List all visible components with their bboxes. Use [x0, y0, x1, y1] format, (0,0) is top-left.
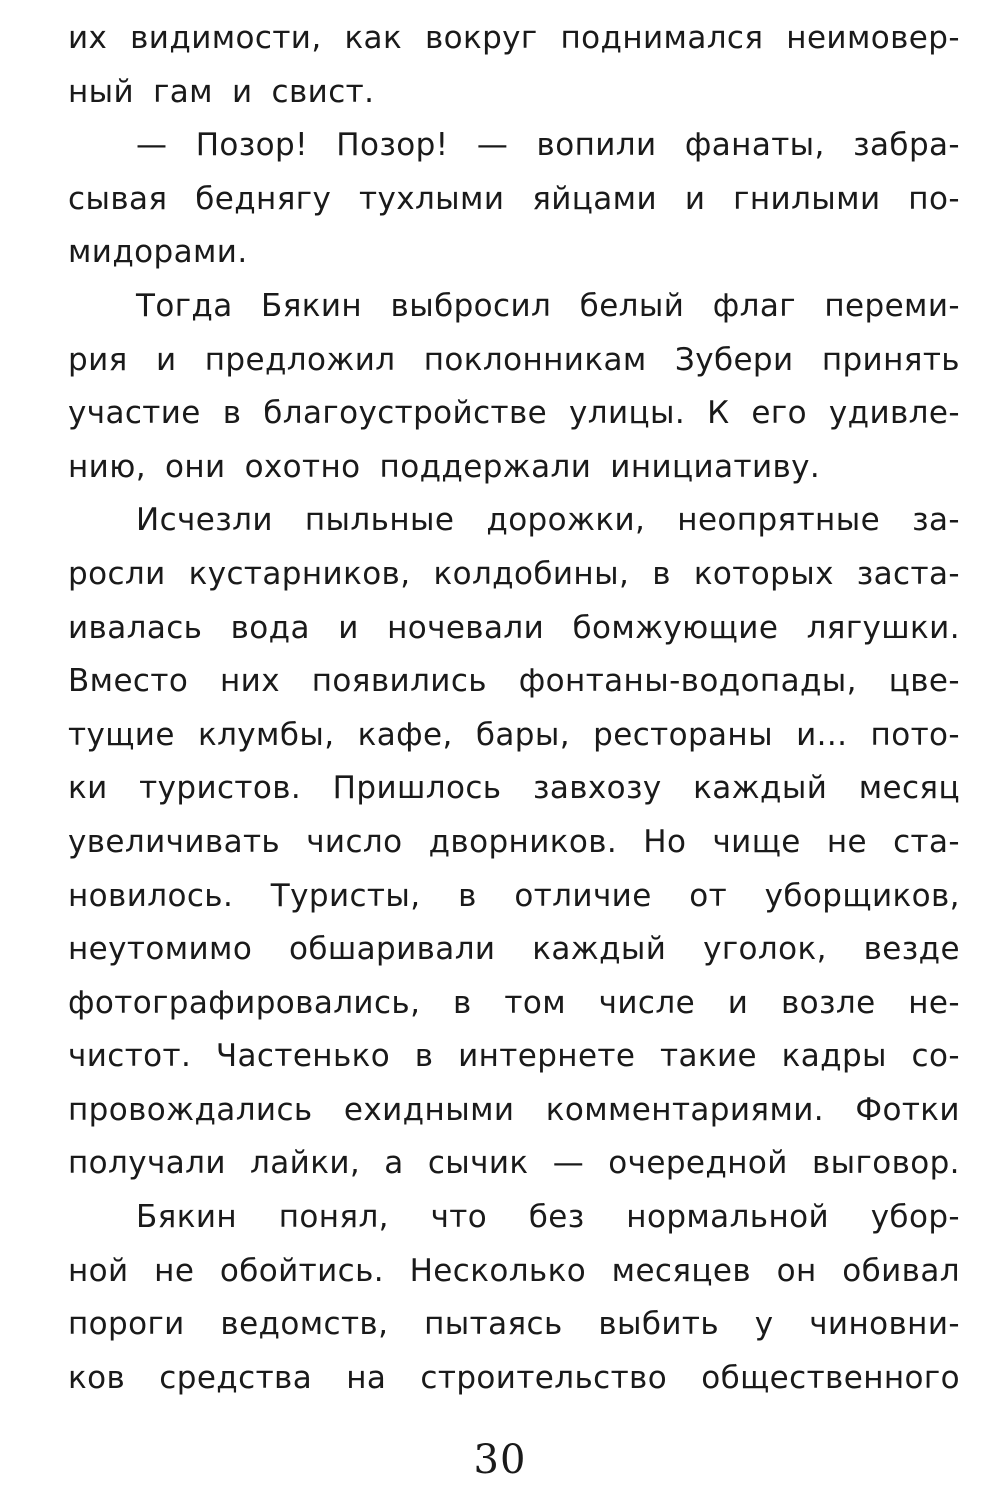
word: гнилыми — [733, 180, 881, 217]
word: колдобины, — [433, 555, 630, 592]
word: ный — [68, 73, 135, 110]
word: росли — [68, 555, 166, 592]
word: чище — [712, 823, 801, 860]
word: со- — [911, 1038, 960, 1075]
word: нию, — [68, 448, 146, 485]
word: К — [707, 395, 730, 432]
word: пыльные — [304, 502, 455, 539]
word: Фотки — [855, 1091, 960, 1128]
word: их — [68, 20, 108, 56]
word: дворников. — [428, 823, 618, 860]
text-line — [68, 226, 960, 280]
text-line — [68, 1191, 960, 1245]
word: туристов. — [139, 770, 302, 807]
word: принять — [821, 341, 960, 378]
word: обойтись. — [219, 1252, 385, 1289]
word: клумбы, — [197, 716, 335, 753]
text-line — [68, 762, 960, 816]
word: не — [154, 1252, 195, 1289]
word: Бякин — [261, 287, 363, 324]
word: ночевали — [387, 609, 545, 646]
word: ки — [68, 770, 108, 807]
text-line — [68, 387, 960, 441]
text-line — [68, 1298, 960, 1352]
word: получали — [68, 1145, 226, 1182]
word: что — [430, 1199, 488, 1236]
text-line — [68, 1352, 960, 1406]
word: рия — [68, 341, 128, 378]
text-line — [68, 119, 960, 173]
word: благоустройстве — [263, 395, 548, 432]
word: них — [220, 663, 280, 700]
word: предложил — [204, 341, 396, 378]
word: фанаты, — [684, 127, 825, 164]
word: интернете — [458, 1038, 636, 1075]
text-line — [68, 173, 960, 227]
word: они — [164, 448, 226, 485]
word: от — [689, 877, 728, 914]
word: яйцами — [532, 180, 658, 217]
word: чиновни- — [809, 1306, 960, 1343]
text-line — [68, 12, 960, 66]
word: кустарников, — [188, 555, 411, 592]
word: беднягу — [195, 180, 332, 217]
word: выговор. — [811, 1145, 960, 1182]
word: средства — [159, 1359, 313, 1396]
word: и — [684, 180, 706, 217]
word: уголок, — [703, 931, 827, 968]
word: тущие — [68, 716, 175, 753]
word: а — [384, 1145, 404, 1182]
text-line — [68, 977, 960, 1031]
word: фонтаны-водопады, — [518, 663, 857, 700]
text-line — [68, 709, 960, 763]
word: гам — [153, 73, 213, 110]
word: лягушки. — [806, 609, 960, 646]
word: свист. — [271, 73, 375, 110]
word: инициативу. — [610, 448, 821, 485]
word: появились — [311, 663, 487, 700]
word: — — [136, 127, 168, 164]
word: и — [231, 73, 253, 110]
word: не- — [908, 984, 960, 1021]
word: общественного — [701, 1359, 960, 1396]
word: — — [552, 1145, 585, 1182]
word: понял, — [278, 1199, 389, 1236]
word: вода — [230, 609, 310, 646]
word: выбить — [598, 1306, 720, 1343]
text-line — [68, 1030, 960, 1084]
word: сычик — [427, 1145, 529, 1182]
text-line — [68, 494, 960, 548]
word: уборщиков, — [764, 877, 960, 914]
word: сывая — [68, 180, 168, 217]
word: поддержали — [379, 448, 592, 485]
word: улицы. — [569, 395, 686, 432]
word: пото- — [870, 716, 960, 753]
word: каждый — [532, 931, 667, 968]
word: как — [344, 20, 403, 56]
word: белый — [579, 287, 685, 324]
word: Тогда — [136, 287, 233, 324]
word: в — [652, 555, 671, 592]
word: месяц — [858, 770, 960, 807]
text-line — [68, 1245, 960, 1299]
word: участие — [68, 395, 201, 432]
word: в — [222, 395, 242, 432]
word: флаг — [712, 287, 796, 324]
word: Зубери — [674, 341, 794, 378]
word: неопрятные — [677, 502, 881, 539]
word: провождались — [68, 1091, 313, 1128]
word: Позор! — [195, 127, 308, 164]
text-line — [68, 655, 960, 709]
word: неутомимо — [68, 931, 253, 968]
word: в — [458, 877, 477, 914]
word: Позор! — [336, 127, 449, 164]
word: ков — [68, 1359, 126, 1396]
word: вопили — [536, 127, 657, 164]
word: Несколько — [409, 1252, 587, 1289]
word: мидорами. — [68, 234, 248, 271]
word: рестораны — [593, 716, 773, 753]
word: и... — [796, 716, 848, 753]
word: увеличивать — [68, 823, 281, 860]
word: цве- — [888, 663, 960, 700]
word: каждый — [693, 770, 828, 807]
word: комментариями. — [545, 1091, 825, 1128]
word: тухлыми — [359, 180, 505, 217]
word: везде — [863, 931, 960, 968]
word: и — [155, 341, 177, 378]
word: забра- — [853, 127, 960, 164]
word: ведомств, — [220, 1306, 389, 1343]
word: строительство — [420, 1359, 668, 1396]
text-line — [68, 548, 960, 602]
word: охотно — [244, 448, 361, 485]
word: пороги — [68, 1306, 185, 1343]
word: Пришлось — [332, 770, 502, 807]
word: у — [754, 1306, 774, 1343]
word: на — [346, 1359, 387, 1396]
word: том — [504, 984, 566, 1021]
word: по- — [908, 180, 960, 217]
text-line — [68, 280, 960, 334]
word: его — [751, 395, 807, 432]
word: Исчезли — [136, 502, 273, 539]
word: Частенько — [215, 1038, 391, 1075]
word: вокруг — [424, 20, 538, 56]
word: отличие — [514, 877, 652, 914]
word: обшаривали — [288, 931, 496, 968]
word: заста- — [856, 555, 960, 592]
text-line — [68, 1084, 960, 1138]
word: месяцев — [611, 1252, 752, 1289]
word: ехидными — [343, 1091, 515, 1128]
word: переми- — [824, 287, 960, 324]
word: бары, — [475, 716, 571, 753]
word: завхозу — [532, 770, 662, 807]
word: бомжующие — [572, 609, 779, 646]
body-text — [68, 12, 960, 1405]
text-line — [68, 441, 960, 495]
text-line — [68, 1137, 960, 1191]
word: за- — [912, 502, 960, 539]
word: число — [306, 823, 403, 860]
word: ста- — [893, 823, 960, 860]
word: выбросил — [390, 287, 552, 324]
text-line — [68, 66, 960, 120]
text-line — [68, 602, 960, 656]
word: фотографировались, — [68, 984, 421, 1021]
word: и — [338, 609, 359, 646]
word: неимовер- — [786, 20, 960, 56]
word: возле — [780, 984, 876, 1021]
word: без — [528, 1199, 585, 1236]
word: числе — [598, 984, 696, 1021]
word: убор- — [870, 1199, 960, 1236]
word: видимости, — [130, 20, 322, 56]
word: которых — [693, 555, 834, 592]
word: дорожки, — [486, 502, 646, 539]
word: кафе, — [357, 716, 453, 753]
word: ивалась — [68, 609, 203, 646]
word: такие — [659, 1038, 757, 1075]
word: удивле- — [828, 395, 960, 432]
word: поднимался — [560, 20, 764, 56]
word: не — [826, 823, 868, 860]
word: Вместо — [68, 663, 189, 700]
page-number: 30 — [473, 1437, 527, 1483]
word: кадры — [781, 1038, 887, 1075]
word: очередной — [608, 1145, 788, 1182]
word: — — [476, 127, 509, 164]
word: поклонникам — [423, 341, 647, 378]
word: нормальной — [626, 1199, 830, 1236]
word: новилось. — [68, 877, 234, 914]
text-line — [68, 334, 960, 388]
word: в — [453, 984, 472, 1021]
word: Бякин — [136, 1199, 238, 1236]
word: и — [727, 984, 749, 1021]
word: пытаясь — [424, 1306, 563, 1343]
text-line — [68, 923, 960, 977]
text-line — [68, 816, 960, 870]
word: он — [776, 1252, 817, 1289]
word: Туристы, — [270, 877, 421, 914]
word: ной — [68, 1252, 129, 1289]
text-line — [68, 870, 960, 924]
word: в — [414, 1038, 434, 1075]
word: обивал — [842, 1252, 960, 1289]
word: чистот. — [68, 1038, 192, 1075]
word: Но — [643, 823, 687, 860]
word: лайки, — [250, 1145, 361, 1182]
